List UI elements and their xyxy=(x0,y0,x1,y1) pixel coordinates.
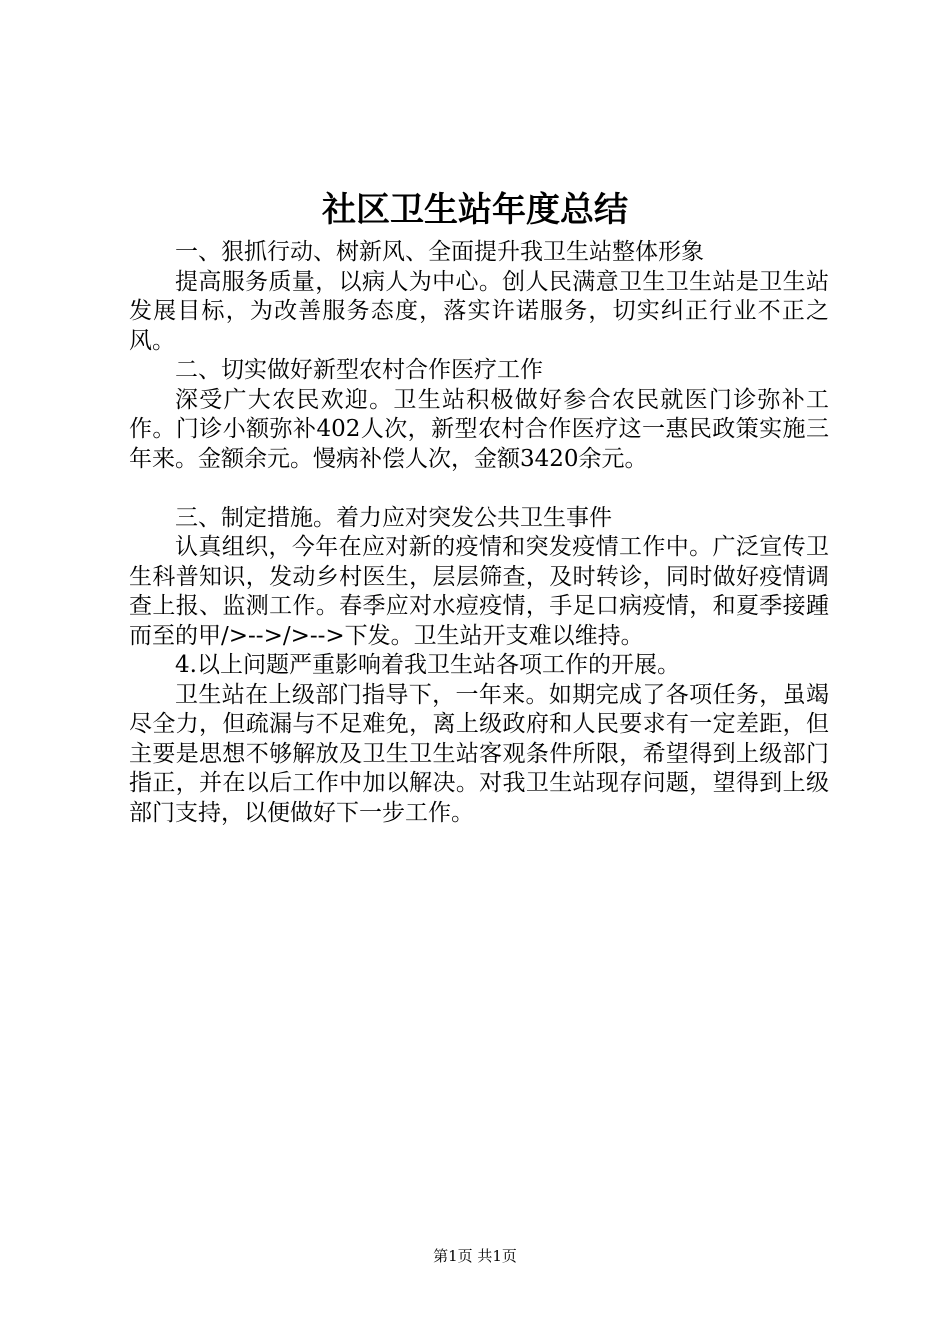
paragraph-4: 卫生站在上级部门指导下，一年来。如期完成了各项任务，虽竭尽全力，但疏漏与不足难免，离上级政府和人民要求有一定差距，但主要是思想不够解放及卫生卫生站客观条件所限，希望得到上级部门指正，并在以后工作中加以解决。对我卫生站现存问题，望得到上级部门支持，以便做好下一步工作。 xyxy=(129,681,829,826)
section-heading-2: 二、切实做好新型农村合作医疗工作 xyxy=(175,357,543,383)
section-heading-4: 4.以上问题严重影响着我卫生站各项工作的开展。 xyxy=(175,652,680,678)
section-heading-3: 三、制定措施。着力应对突发公共卫生事件 xyxy=(175,504,612,531)
document-body xyxy=(129,238,829,828)
paragraph-1: 提高服务质量，以病人为中心。创人民满意卫生卫生站是卫生站发展目标，为改善服务态度，落实许诺服务，切实纠正行业不正之风。 xyxy=(129,268,829,354)
paragraph-3: 认真组织，今年在应对新的疫情和突发疫情工作中。广泛宣传卫生科普知识，发动乡村医生，层层筛查，及时转诊，同时做好疫情调查上报、监测工作。春季应对水痘疫情，手足口病疫情，和夏季接踵而至的甲/>-->/>-->下发。卫生站开支难以维持。 xyxy=(129,534,829,649)
paragraph-gap xyxy=(129,474,829,504)
section-heading-1: 一、狠抓行动、树新风、全面提升我卫生站整体形象 xyxy=(175,239,704,265)
page-title: 社区卫生站年度总结 xyxy=(322,190,628,230)
paragraph-2: 深受广大农民欢迎。卫生站积极做好参合农民就医门诊弥补工作。门诊小额弥补402人次，新型农村合作医疗这一惠民政策实施三年来。金额余元。慢病补偿人次，金额3420余元。 xyxy=(129,386,829,472)
page-footer: 第1页 共1页 xyxy=(433,1247,517,1265)
